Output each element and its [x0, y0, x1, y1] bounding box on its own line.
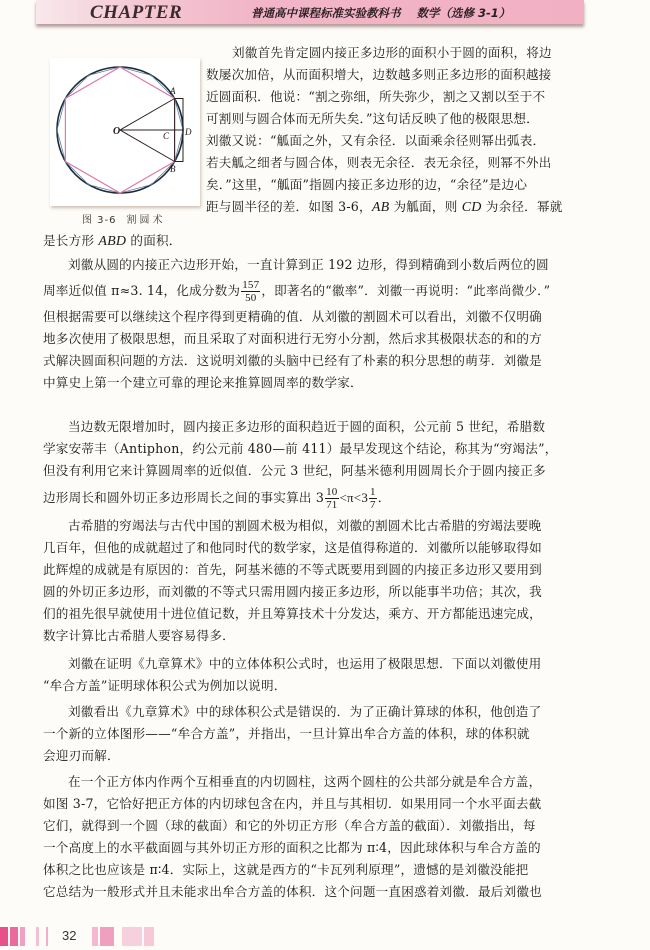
text-line: 它总结为一般形式并且未能求出牟合方盖的体积．这个问题一直困惑着刘徽．最后刘徽也 [43, 884, 542, 899]
text-span: 为觚面，则 [389, 199, 462, 214]
footer-stripe [0, 927, 8, 946]
footer-stripe [46, 927, 48, 946]
math-abd: ABD [98, 234, 127, 249]
paragraph-3 [43, 416, 558, 514]
text-line: 刘徽从圆的内接正六边形开始，一直计算到正 192 边形，得到精确到小数后两位的圆 [68, 257, 549, 272]
figure-3-6 [50, 58, 200, 206]
svg-text:O: O [113, 126, 121, 137]
text-line [43, 230, 182, 252]
paragraph-2 [43, 254, 550, 394]
text-line: 一个高度上的水平截面圆与其外切正方形的面积之比都为 π∶4，因此球体积与牟合方盖的 [43, 840, 541, 855]
text-span: 边形周长和圆外切正多边形周长之间的事实算出 3 [43, 490, 325, 505]
numerator: 10 [326, 486, 338, 498]
figure-number: 图 3-6 [82, 215, 117, 226]
fraction-10-71 [325, 486, 338, 511]
paragraph-1-end [43, 230, 182, 252]
text-line: 地多次使用了极限思想，而且采取了对面积进行无穷小分割，然后求其极限状态的和的方 [43, 331, 542, 346]
denominator: 71 [326, 499, 338, 511]
text-span: 的面积． [126, 233, 182, 248]
svg-text:A: A [170, 86, 176, 96]
text-line: 可割则与圆合体而无所失矣．”这句话反映了他的极限思想． [206, 111, 539, 126]
numerator: 157 [242, 279, 260, 291]
figure-caption [82, 211, 166, 226]
text-line: 刘徽看出《九章算术》中的球体积公式是错误的．为了正确计算球的体积，他创造了 [68, 704, 542, 719]
text-line: 当边数无限增加时，圆内接正多边形的面积趋近于圆的面积，公元前 5 世纪，希腊数 [68, 419, 546, 434]
page-number: 32 [62, 928, 77, 943]
text-line: 圆的外切正多边形，而刘徽的不等式只需用圆内接正多边形，所以能事半功倍；其次，我 [43, 584, 542, 599]
math-ab: AB [371, 200, 390, 215]
figure-title: 割圆术 [126, 215, 166, 226]
footer-stripe [100, 927, 114, 946]
text-line: “牟合方盖”证明球体积公式为例加以说明． [43, 678, 287, 693]
circle-cutting-diagram [50, 58, 200, 206]
text-span: 是长方形 [43, 233, 99, 248]
text-line: 几百年，但他的成就超过了和他同时代的数学家，这是值得称道的．刘徽所以能够取得如 [43, 540, 542, 555]
text-line: 矣．”这里，“觚面”指圆内接正多边形的边，“余径”是边心 [206, 177, 528, 192]
text-line: 在一个正方体内作两个互相垂直的内切圆柱，这两个圆柱的公共部分就是牟合方盖， [68, 774, 542, 789]
text-line: 刘徽又说：“觚面之外，又有余径．以面乘余径则幂出弧表． [206, 133, 546, 148]
book-title [251, 5, 510, 21]
numerator: 1 [370, 486, 376, 498]
text-line [43, 482, 558, 514]
svg-text:D: D [185, 127, 192, 137]
text-line [206, 196, 563, 218]
denominator: 50 [245, 292, 257, 304]
footer-stripe [20, 927, 25, 946]
text-span: ． [377, 490, 391, 505]
fraction-157-50 [241, 279, 260, 304]
text-line: 但根据需要可以继续这个程序得到更精确的值．从刘徽的割圆术可以看出，刘徽不仅明确 [43, 309, 542, 324]
text-line: 会迎刃而解． [43, 748, 120, 763]
text-line: 们的祖先很早就使用十进位值记数，并且筹算技术十分发达，乘方、开方都能迅速完成， [43, 606, 542, 621]
paragraph-4 [43, 515, 542, 647]
text-line: 它们，就得到一个圆（球的截面）和它的外切正方形（牟合方盖的截面）．刘徽指出，每 [43, 818, 536, 833]
subject-title: 数学（选修 3-1） [416, 6, 511, 20]
footer-stripe [10, 927, 18, 946]
text-line: 学家安蒂丰（Antiphon，约公元前 480—前 411）最早发现这个结论，称其为“穷竭法”， [43, 441, 558, 456]
text-line [43, 276, 550, 306]
text-line: 中算史上第一个建立可靠的理论来推算圆周率的数学家． [43, 375, 363, 390]
text-line: 刘徽首先肯定圆内接正多边形的面积小于圆的面积，将边 [232, 45, 552, 60]
footer-stripe [92, 927, 98, 946]
footer-stripe [122, 927, 142, 946]
paragraph-5 [43, 653, 541, 697]
footer-stripe [144, 927, 154, 946]
svg-text:C: C [163, 131, 170, 141]
running-header [36, 0, 584, 24]
text-span: ，即著名的“徽率”．刘徽一再说明：“此率尚微少．” [261, 283, 551, 298]
paragraph-6 [43, 701, 541, 767]
text-line: 体积之比也应该是 π∶4．实际上，这就是西方的“卡瓦列利原理”，遗憾的是刘徽没能把 [43, 862, 529, 877]
paragraph-7 [43, 771, 542, 903]
text-span: 周率近似值 π≈3. 14，化成分数为 [43, 283, 241, 298]
text-line: 此辉煌的成就是有原因的：首先，阿基米德的不等式既要用到圆的内接正多边形又要用到 [43, 562, 542, 577]
fraction-1-7 [369, 486, 377, 511]
paragraph-1 [206, 42, 563, 218]
text-span: 距与圆半径的差．如图 3-6， [206, 199, 372, 214]
text-line: 刘徽在证明《九章算术》中的立体体积公式时，也运用了极限思想．下面以刘徽使用 [68, 656, 542, 671]
text-line: 数屡次加倍，从而面积增大，边数越多则正多边形的面积越接 [206, 67, 552, 82]
inequality: <π<3 [339, 490, 369, 505]
denominator: 7 [370, 499, 376, 511]
text-line: 数字计算比古希腊人要容易得多． [43, 628, 235, 643]
math-cd: CD [461, 200, 482, 215]
footer-stripe [36, 927, 39, 946]
text-line: 古希腊的穷竭法与古代中国的割圆术极为相似，刘徽的割圆术比古希腊的穷竭法要晚 [68, 518, 542, 533]
text-span: 为余径．幂就 [481, 199, 563, 214]
text-line: 近圆面积．他说：“割之弥细，所失弥少，割之又割以至于不 [206, 89, 546, 104]
series-title: 普通高中课程标准实验教科书 [251, 6, 401, 20]
text-line: 式解决圆面积问题的方法．这说明刘徽的头脑中已经有了朴素的积分思想的萌芽．刘徽是 [43, 353, 542, 368]
chapter-label: CHAPTER [90, 2, 183, 23]
svg-text:B: B [170, 164, 176, 174]
text-line: 一个新的立体图形——“牟合方盖”，并指出，一旦计算出牟合方盖的体积，球的体积就 [43, 726, 530, 741]
text-line: 若夫觚之细者与圆合体，则表无余径．表无余径，则幂不外出 [206, 155, 552, 170]
text-line: 如图 3-7，它恰好把正方体的内切球包含在内，并且与其相切．如果用同一个水平面去截 [43, 796, 542, 811]
text-line: 但没有利用它来计算圆周率的近似值．公元 3 世纪，阿基米德利用圆周长介于圆内接正多 [43, 463, 546, 478]
